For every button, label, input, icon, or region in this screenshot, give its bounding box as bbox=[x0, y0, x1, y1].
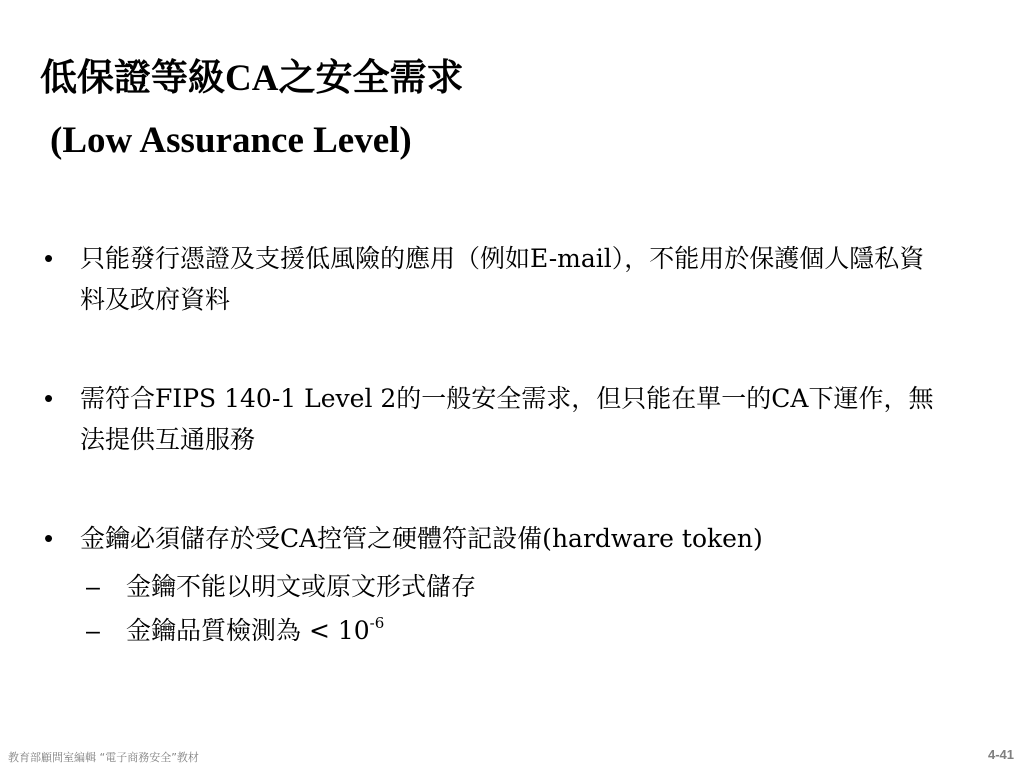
sub-bullet-marker: – bbox=[86, 617, 100, 645]
sub-bullet-item-key-quality bbox=[80, 609, 940, 653]
slide-title bbox=[40, 48, 463, 172]
footer-credit: 教育部顧問室編輯 “電子商務安全”教材 bbox=[8, 751, 199, 764]
sub-bullet-item-plaintext bbox=[80, 565, 940, 609]
sub-bullet-marker: – bbox=[86, 573, 100, 601]
bullet-text: 需符合FIPS 140-1 Level 2的一般安全需求，但只能在單一的CA下運作，無法提供互通服務 bbox=[80, 384, 934, 454]
bullet-text: 只能發行憑證及支援低風險的應用（例如E-mail），不能用於保護個人隱私資料及政府資料 bbox=[80, 244, 925, 314]
slide-title-line-2: (Low Assurance Level) bbox=[50, 120, 412, 161]
bullet-marker: • bbox=[44, 383, 54, 413]
sub-bullet-text: 金鑰不能以明文或原文形式儲存 bbox=[126, 572, 477, 601]
bullet-item-fips bbox=[0, 378, 940, 460]
bullet-text: 金鑰必須儲存於受CA控管之硬體符記設備(hardware token) bbox=[80, 524, 763, 553]
bullet-list bbox=[0, 238, 1024, 653]
sub-bullet-text: 金鑰品質檢測為 < 10 bbox=[126, 616, 370, 645]
bullet-marker: • bbox=[44, 243, 54, 273]
bullet-item-low-risk bbox=[0, 238, 940, 320]
bullet-marker: • bbox=[44, 523, 54, 553]
bullet-item-hardware-token bbox=[0, 518, 940, 653]
sub-bullet-list bbox=[80, 565, 940, 653]
slide-title-line-1: 低保證等級CA之安全需求 bbox=[40, 58, 464, 99]
exponent: -6 bbox=[369, 614, 385, 632]
page-number: 4-41 bbox=[987, 747, 1014, 762]
